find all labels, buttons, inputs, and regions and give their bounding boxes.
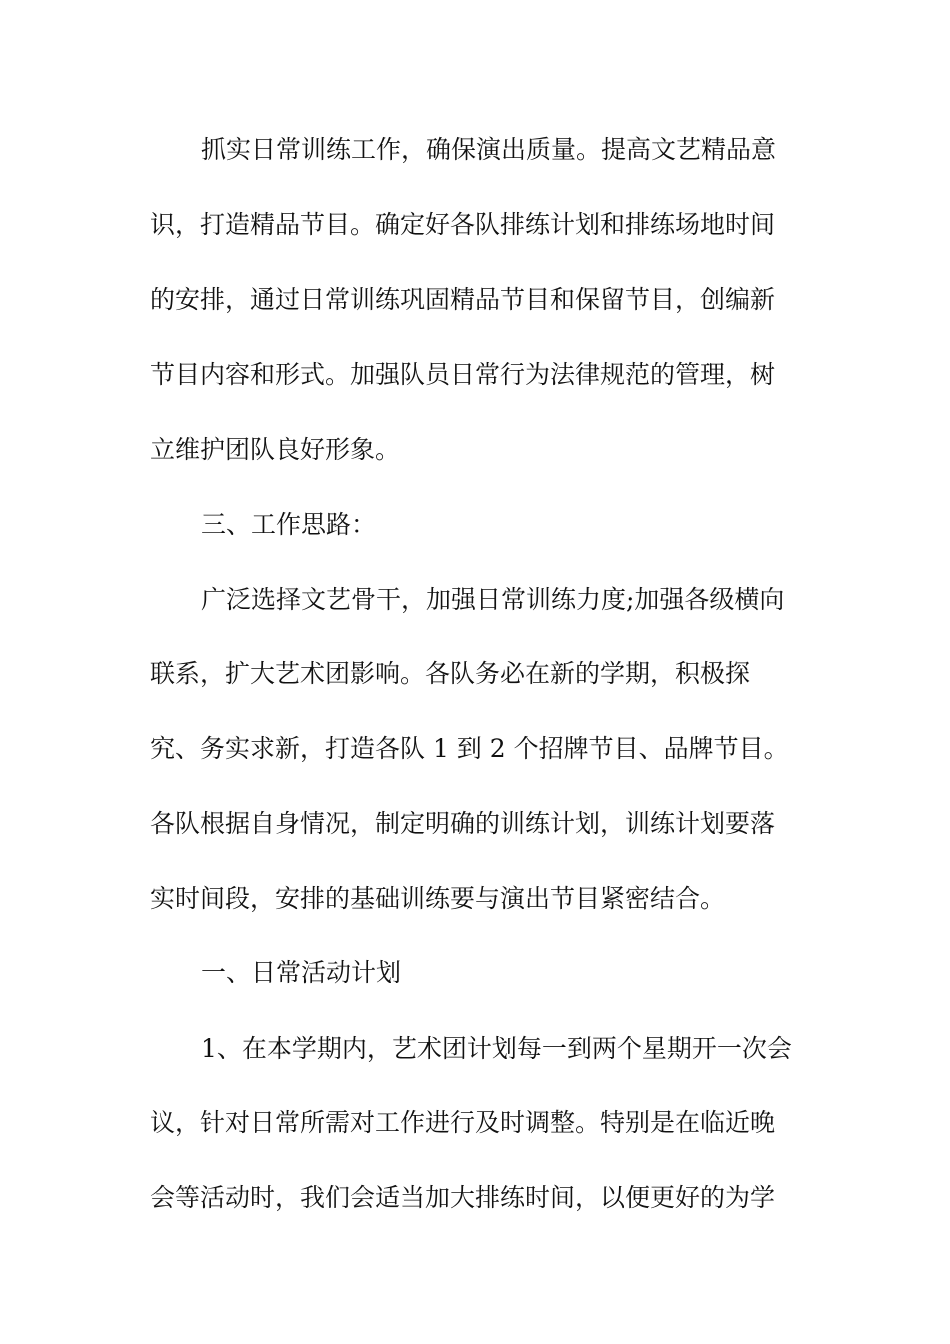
paragraph-line: 联系，扩大艺术团影响。各队务必在新的学期，积极探	[150, 659, 751, 688]
paragraph-line: 1、在本学期内，艺术团计划每一到两个星期开一次会	[201, 1034, 792, 1063]
paragraph-line: 实时间段，安排的基础训练要与演出节目紧密结合。	[150, 884, 726, 913]
paragraph-line: 识，打造精品节目。确定好各队排练计划和排练场地时间	[150, 210, 776, 239]
paragraph-line: 节目内容和形式。加强队员日常行为法律规范的管理，树	[150, 360, 776, 389]
paragraph-line: 议，针对日常所需对工作进行及时调整。特别是在临近晚	[150, 1108, 776, 1137]
paragraph-line: 究、务实求新，打造各队 1 到 2 个招牌节目、品牌节目。	[150, 734, 789, 763]
paragraph-line: 会等活动时，我们会适当加大排练时间，以便更好的为学	[150, 1183, 776, 1212]
paragraph-line: 广泛选择文艺骨干，加强日常训练力度;加强各级横向	[201, 585, 785, 614]
paragraph-line: 的安排，通过日常训练巩固精品节目和保留节目，创编新	[150, 285, 776, 314]
paragraph-line: 抓实日常训练工作，确保演出质量。提高文艺精品意	[201, 135, 777, 164]
paragraph-line: 各队根据自身情况，制定明确的训练计划，训练计划要落	[150, 809, 776, 838]
section-heading: 一、日常活动计划	[201, 958, 402, 987]
paragraph-line: 立维护团队良好形象。	[150, 435, 401, 464]
section-heading: 三、工作思路：	[201, 510, 377, 539]
